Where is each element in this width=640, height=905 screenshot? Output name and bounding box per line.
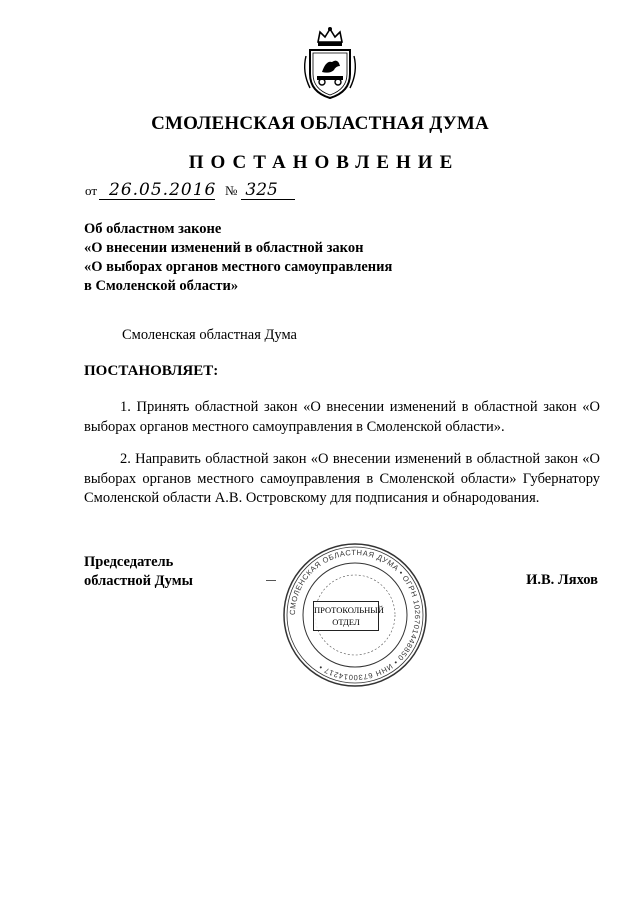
resolution-item-1: 1. Принять областной закон «О внесении изменений в областной закон «О выборах органов местного самоуправления в Смоленской области». [84, 399, 600, 435]
handwritten-number: 325 [241, 181, 295, 200]
subject-line: «О внесении изменений в областной закон [84, 240, 364, 256]
subject-line: «О выборах органов местного самоуправления [84, 259, 393, 275]
resolution-item-2: 2. Направить областной закон «О внесении изменений в областной закон «О выборах органов местного самоуправления в Смоленской области» Губернатору Смоленской области А.В. Островскому для подписания и обнародования. [84, 451, 600, 506]
subject-line: в Смоленской области» [84, 278, 239, 294]
issuer-text: Смоленская областная Дума [122, 327, 297, 343]
signatory-name: И.В. Ляхов [526, 572, 598, 588]
smolensk-coat-of-arms-icon [300, 26, 360, 102]
document-subject [84, 220, 392, 296]
signatory-title-line: Председатель [84, 554, 174, 570]
handwritten-date: 26.05.2016 [99, 181, 215, 200]
protocol-department-stamp [313, 601, 384, 631]
document-type: ПОСТАНОВЛЕНИЕ [188, 152, 460, 173]
subject-line: Об областном законе [84, 221, 222, 237]
resolves-heading: ПОСТАНОВЛЯЕТ: [84, 363, 219, 379]
signature-mark [266, 580, 276, 581]
seal-ring-text: СМОЛЕНСКАЯ ОБЛАСТНАЯ ДУМА • ОГРН 1026701448850 • ИНН 6730014217 • [287, 547, 423, 683]
date-label: от [85, 183, 98, 198]
stamp-line: ПРОТОКОЛЬНЫЙ [314, 605, 384, 615]
number-label: № [225, 183, 238, 198]
signatory-title-line: областной Думы [84, 573, 193, 589]
stamp-line: ОТДЕЛ [332, 617, 360, 627]
date-number-line [84, 181, 295, 200]
organization-name: СМОЛЕНСКАЯ ОБЛАСТНАЯ ДУМА [151, 113, 489, 134]
signatory-title [84, 553, 193, 591]
